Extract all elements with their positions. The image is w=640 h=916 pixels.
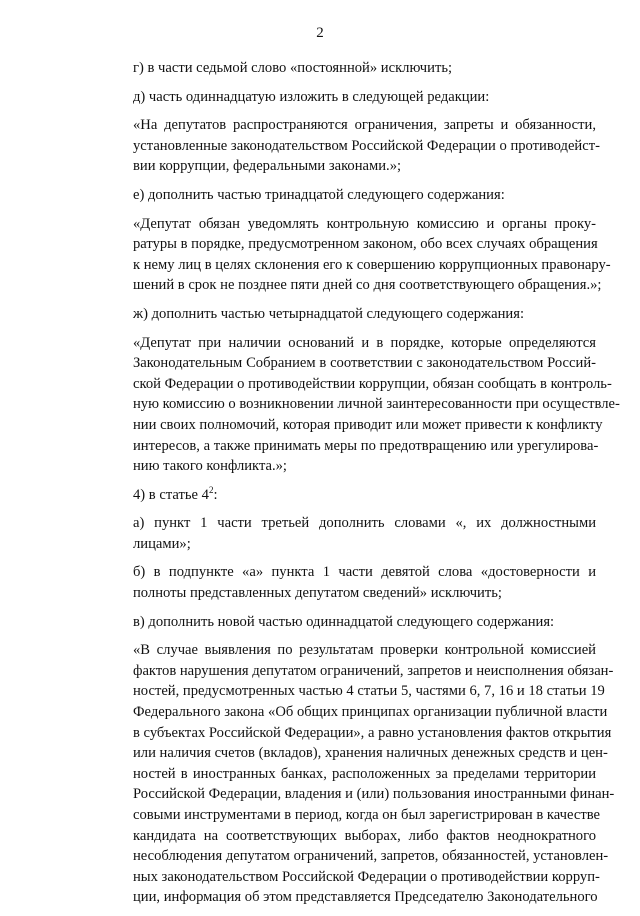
paragraph	[88, 185, 596, 206]
document-body	[88, 58, 620, 916]
text-line: нии своих полномочий, которая приводит или может привести к конфликту	[133, 416, 603, 433]
text-line: шений в срок не позднее пяти дней со дня соответствующего обращения.»;	[133, 277, 602, 294]
text-line: «Депутат при наличии оснований и в порядке, которые определяются	[133, 334, 596, 351]
text-line: «В случае выявления по результатам проверки контрольной комиссией	[133, 642, 596, 659]
paragraph	[88, 640, 615, 908]
text-line: Законодательным Собранием в соответствии с законодательством Россий-	[133, 355, 596, 372]
text-line: е) дополнить частью тринадцатой следующего содержания:	[133, 186, 505, 203]
text-line: в субъектах Российской Федерации», а равно установления фактов открытия	[133, 724, 612, 741]
paragraph	[88, 304, 596, 325]
text-line: ностей, предусмотренных частью 4 статьи 5, частями 6, 7, 16 и 18 статьи 19	[133, 683, 605, 700]
paragraph	[88, 485, 596, 506]
text-line: лицами»;	[133, 535, 191, 552]
text-line: д) часть одиннадцатую изложить в следующей редакции:	[133, 88, 490, 105]
text-line: полноты представленных депутатом сведений» исключить;	[133, 585, 502, 602]
text-line: установленные законодательством Российской Федерации о противодейст-	[133, 137, 600, 154]
text-line: ностей в иностранных банках, расположенных за пределами территории	[133, 765, 596, 782]
text-line: совыми инструментами в период, когда он был зарегистрирован в качестве	[133, 807, 600, 823]
text-line: ратуры в порядке, предусмотренном законом, обо всех случаях обращения	[133, 236, 598, 253]
text-line: Российской Федерации, владения и (или) пользования иностранными финан-	[133, 786, 615, 803]
text-line: или наличия счетов (вкладов), хранения наличных денежных средств и цен-	[133, 745, 608, 762]
paragraph	[88, 333, 620, 477]
text-line: ную комиссию о возникновении личной заинтересованности при осуществле-	[133, 396, 620, 413]
text-line: ции, информация об этом представляется Председателю Законодательного	[133, 889, 598, 906]
text-line: вии коррупции, федеральными законами.»;	[133, 158, 402, 175]
text-line: интересов, а также принимать меры по предотвращению или урегулирова-	[133, 437, 599, 454]
paragraph	[88, 115, 600, 177]
text-line: г) в части седьмой слово «постоянной» исключить;	[133, 60, 453, 76]
text-line: «На депутатов распространяются ограничения, запреты и обязанности,	[133, 117, 596, 134]
text-line: б) в подпункте «а» пункта 1 части девятой слова «достоверности и	[133, 564, 596, 581]
paragraph	[88, 214, 611, 296]
text-line: фактов нарушения депутатом ограничений, запретов и неисполнения обязан-	[133, 662, 614, 679]
text-line: кандидата на соответствующих выборах, либо фактов неоднократного	[133, 827, 596, 844]
text-line: в) дополнить новой частью одиннадцатой следующего содержания:	[133, 613, 555, 630]
paragraph	[88, 562, 596, 603]
text-line: Федерального закона «Об общих принципах организации публичной власти	[133, 704, 608, 721]
text-line: «Депутат обязан уведомлять контрольную комиссию и органы проку-	[133, 215, 596, 232]
paragraph	[88, 58, 596, 79]
text-line: 4) в статье $4^2$:	[133, 484, 218, 503]
text-line: ж) дополнить частью четырнадцатой следующего содержания:	[133, 305, 525, 322]
paragraph	[88, 612, 596, 633]
text-line: а) пункт 1 части третьей дополнить словами «, их должностными	[133, 515, 596, 532]
page-number: 2	[316, 25, 324, 41]
text-line: несоблюдения депутатом ограничений, запретов, обязанностей, установлен-	[133, 848, 609, 865]
superscript: 2	[208, 484, 214, 495]
text-line: ской Федерации о противодействии коррупции, обязан сообщать в контроль-	[133, 375, 612, 392]
text-line: ных законодательством Российской Федерации о противодействии корруп-	[133, 868, 600, 885]
text-line: нию такого конфликта.»;	[133, 458, 287, 475]
text-line: к нему лиц в целях склонения его к совершению коррупционных правонару-	[133, 256, 611, 273]
paragraph	[88, 513, 596, 554]
paragraph	[88, 87, 596, 108]
punctuation: :	[213, 486, 218, 503]
